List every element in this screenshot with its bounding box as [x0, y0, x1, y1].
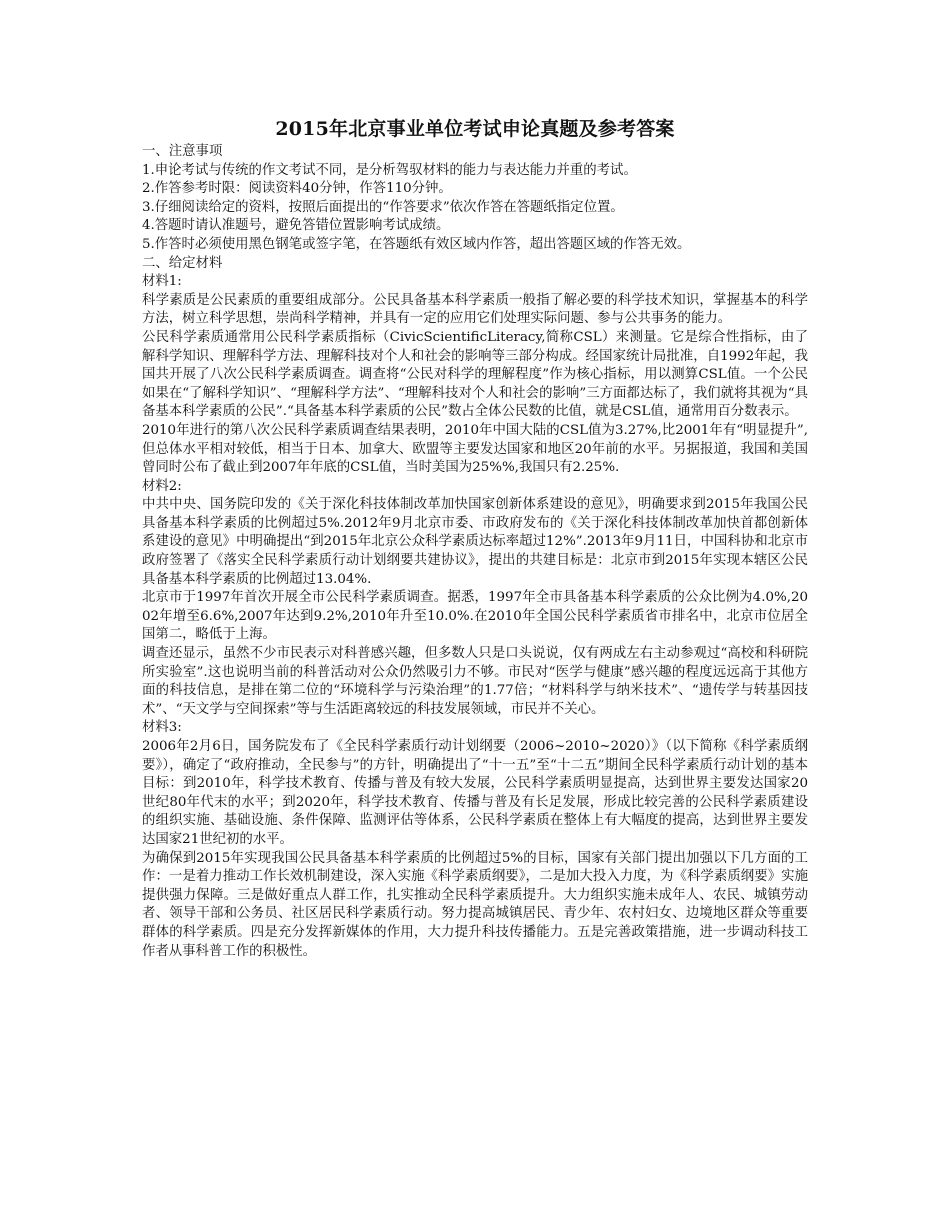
material-2-paragraph-2: 北京市于1997年首次开展全市公民科学素质调查。据悉，1997年全市具备基本科学素质的公众比例为4.0%,2002年增至6.6%,2007年达到9.2%,2010年升至10.0%.在2010年全国公民科学素质省市排名中，北京市位居全国第二，略低于上海。 — [142, 590, 808, 643]
notice-item-4: 4.答题时请认准题号，避免答错位置影响考试成绩。 — [142, 218, 450, 234]
material-1-paragraph-1: 科学素质是公民素质的重要组成部分。公民具备基本科学素质一般指了解必要的科学技术知识，掌握基本的科学方法，树立科学思想，崇尚科学精神，并具有一定的应用它们处理实际问题、参与公共事务的能力。 — [142, 292, 808, 327]
material-1-paragraph-2: 公民科学素质通常用公民科学素质指标（CivicScientificLiteracy,简称CSL）来测量。它是综合性指标，由了解科学知识、理解科学方法、理解科技对个人和社会的影响等三部分构成。经国家统计局批准，自1992年起，我国共开展了八次公民科学素质调查。调查将“公民对科学的理解程度”作为核心指标，用以测算CSL值。一个公民如果在“了解科学知识”、“理解科学方法”、“理解科技对个人和社会的影响”三方面都达标了，我们就将其视为“具备基本科学素质的公民”.“具备基本科学素质的公民”数占全体公民数的比值，就是CSL值，通常用百分数表示。 — [142, 329, 808, 420]
material-1-paragraph-3: 2010年进行的第八次公民科学素质调查结果表明，2010年中国大陆的CSL值为3.27%,比2001年有“明显提升”,但总体水平相对较低，相当于日本、加拿大、欧盟等主要发达国家和地区20年前的水平。另据报道，我国和美国曾同时公布了截止到2007年年底的CSL值，当时美国为25%%,我国只有2.25%. — [142, 422, 808, 476]
notice-item-2: 2.作答参考时限：阅读资料40分钟，作答110分钟。 — [142, 181, 452, 197]
material-3-label: 材料3: — [142, 720, 182, 736]
notice-heading: 一、注意事项 — [142, 144, 223, 159]
material-3-paragraph-1: 2006年2月6日，国务院发布了《全民科学素质行动计划纲要（2006~2010~2020）》（以下简称《科学素质纲要》），确定了“政府推动，全民参与”的方针，明确提出了“十一五”至“十二五”期间全民科学素质行动计划的基本目标：到2010年，科学技术教育、传播与普及有较大发展，公民科学素质明显提高，达到世界主要发达国家20世纪80年代末的水平；到2020年，科学技术教育、传播与普及有长足发展，形成比较完善的公民科学素质建设的组织实施、基础设施、条件保障、监测评估等体系，公民科学素质在整体上有大幅度的提高，达到世界主要发达国家21世纪初的水平。 — [142, 739, 808, 847]
material-3-paragraph-2: 为确保到2015年实现我国公民具备基本科学素质的比例超过5%的目标，国家有关部门提出加强以下几方面的工作：一是着力推动工作长效机制建设，深入实施《科学素质纲要》，二是加大投入力度，为《科学素质纲要》实施提供强力保障。三是做好重点人群工作，扎实推动全民科学素质提升。大力组织实施未成年人、农民、城镇劳动者、领导干部和公务员、社区居民科学素质行动。努力提高城镇居民、青少年、农村妇女、边境地区群众等重要群体的科学素质。四是充分发挥新媒体的作用，大力提升科技传播能力。五是完善政策措施，进一步调动科技工作者从事科普工作的积极性。 — [142, 850, 808, 959]
notice-item-1: 1.申论考试与传统的作文考试不同，是分析驾驭材料的能力与表达能力并重的考试。 — [142, 162, 637, 178]
material-2-paragraph-3: 调查还显示，虽然不少市民表示对科普感兴趣，但多数人只是口头说说，仅有两成左右主动参观过“高校和科研院所实验室”.这也说明当前的科普活动对公众仍然吸引力不够。市民对“医学与健康”感兴趣的程度远远高于其他方面的科技信息，是排在第二位的“环境科学与污染治理”的1.77倍；“材料科学与纳米技术”、“遗传学与转基因技术”、“天文学与空间探索”等与生活距离较远的科技发展领域，市民并不关心。 — [142, 646, 808, 717]
document-title: 2015年北京事业单位考试申论真题及参考答案 — [275, 118, 675, 140]
notice-item-5: 5.作答时必须使用黑色钢笔或签字笔，在答题纸有效区域内作答，超出答题区域的作答无效。 — [142, 236, 691, 252]
materials-heading: 二、给定材料 — [142, 255, 223, 271]
document-page — [142, 116, 808, 961]
material-1-label: 材料1: — [142, 274, 182, 290]
material-2-label: 材料2: — [142, 478, 182, 494]
notice-item-3: 3.仔细阅读给定的资料，按照后面提出的“作答要求”依次作答在答题纸指定位置。 — [142, 199, 624, 215]
material-2-paragraph-1: 中共中央、国务院印发的《关于深化科技体制改革加快国家创新体系建设的意见》，明确要求到2015年我国公民具备基本科学素质的比例超过5%.2012年9月北京市委、市政府发布的《关于深化科技体制改革加快首都创新体系建设的意见》中明确提出“到2015年北京公众科学素质达标率超过12%”.2013年9月11日，中国科协和北京市政府签署了《落实全民科学素质行动计划纲要共建协议》，提出的共建目标是：北京市到2015年实现本辖区公民具备基本科学素质的比例超过13.04%. — [142, 497, 808, 587]
